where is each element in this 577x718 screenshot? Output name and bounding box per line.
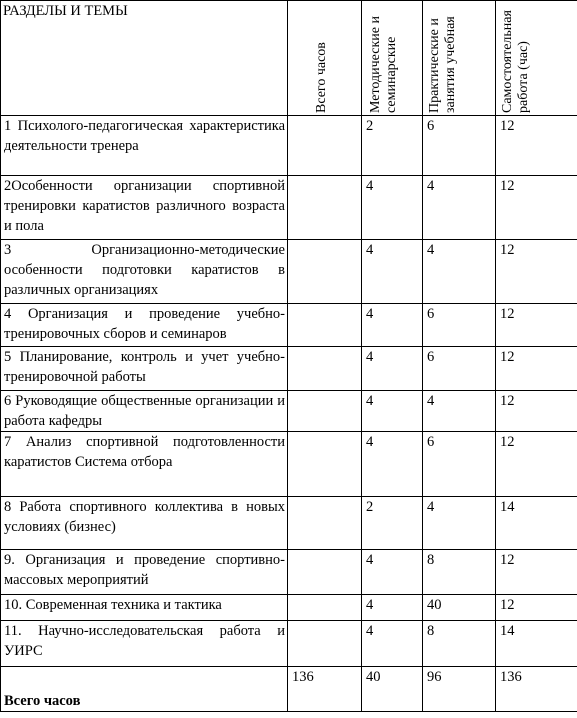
total-cell xyxy=(288,116,362,176)
table-row xyxy=(1,391,577,432)
totals-label-cell xyxy=(1,667,288,712)
totals-practical: 96 xyxy=(423,667,496,712)
practical-cell: 6 xyxy=(423,432,496,497)
topic-cell: 5 Планирование, контроль и учет учебно-тренировочной работы xyxy=(1,347,288,391)
practical-cell: 6 xyxy=(423,347,496,391)
practical-cell: 40 xyxy=(423,595,496,621)
total-cell xyxy=(288,497,362,550)
independent-cell: 12 xyxy=(496,240,577,304)
table-row xyxy=(1,621,577,667)
total-cell xyxy=(288,550,362,595)
total-cell xyxy=(288,347,362,391)
practical-cell: 4 xyxy=(423,391,496,432)
practical-cell: 4 xyxy=(423,240,496,304)
independent-cell: 12 xyxy=(496,347,577,391)
methodical-cell: 4 xyxy=(362,550,423,595)
topic-cell: 6 Руководящие общественные организации и работа кафедры xyxy=(1,391,288,432)
table-row xyxy=(1,347,577,391)
totals-row xyxy=(1,667,577,712)
total-cell xyxy=(288,621,362,667)
independent-cell: 12 xyxy=(496,391,577,432)
table-row xyxy=(1,497,577,550)
independent-cell: 12 xyxy=(496,176,577,240)
methodical-cell: 4 xyxy=(362,304,423,347)
header-row xyxy=(1,1,577,116)
topic-cell: 2Особенности организации спортивной тренировки каратистов различного возраста и пола xyxy=(1,176,288,240)
totals-label: Всего часов xyxy=(4,693,81,709)
methodical-cell: 4 xyxy=(362,391,423,432)
independent-cell: 12 xyxy=(496,432,577,497)
independent-cell: 14 xyxy=(496,621,577,667)
practical-cell: 6 xyxy=(423,304,496,347)
header-total-text: Всего часов xyxy=(314,42,329,113)
totals-independent: 136 xyxy=(496,667,577,712)
independent-cell: 12 xyxy=(496,595,577,621)
practical-cell: 8 xyxy=(423,550,496,595)
practical-cell: 4 xyxy=(423,176,496,240)
methodical-cell: 4 xyxy=(362,432,423,497)
methodical-cell: 4 xyxy=(362,621,423,667)
total-cell xyxy=(288,304,362,347)
methodical-cell: 2 xyxy=(362,116,423,176)
total-cell xyxy=(288,391,362,432)
methodical-cell: 4 xyxy=(362,240,423,304)
topic-cell: 4 Организация и проведение учебно-тренировочных сборов и семинаров xyxy=(1,304,288,347)
table-row xyxy=(1,550,577,595)
total-cell xyxy=(288,595,362,621)
total-cell xyxy=(288,240,362,304)
topic-cell: 1 Психолого-педагогическая характеристика деятельности тренера xyxy=(1,116,288,176)
practical-cell: 6 xyxy=(423,116,496,176)
table-row xyxy=(1,176,577,240)
header-topics: РАЗДЕЛЫ И ТЕМЫ xyxy=(1,1,288,116)
methodical-cell: 4 xyxy=(362,176,423,240)
header-methodical-text: Методические и семинарские xyxy=(368,16,399,113)
header-practical-text: Практические и занятия учебная xyxy=(427,16,458,113)
independent-cell: 12 xyxy=(496,116,577,176)
independent-cell: 12 xyxy=(496,550,577,595)
total-cell xyxy=(288,176,362,240)
practical-cell: 8 xyxy=(423,621,496,667)
topic-cell: 11. Научно-исследовательская работа и УИРС xyxy=(1,621,288,667)
total-cell xyxy=(288,432,362,497)
independent-cell: 12 xyxy=(496,304,577,347)
header-independent xyxy=(496,1,577,116)
methodical-cell: 2 xyxy=(362,497,423,550)
table-row xyxy=(1,240,577,304)
topic-cell: 7 Анализ спортивной подготовленности каратистов Система отбора xyxy=(1,432,288,497)
practical-cell: 4 xyxy=(423,497,496,550)
topic-cell: 10. Современная техника и тактика xyxy=(1,595,288,621)
topic-cell: 8 Работа спортивного коллектива в новых условиях (бизнес) xyxy=(1,497,288,550)
header-independent-text: Самостоятельная работа (час) xyxy=(500,10,531,113)
header-methodical xyxy=(362,1,423,116)
methodical-cell: 4 xyxy=(362,347,423,391)
table-row xyxy=(1,595,577,621)
totals-total: 136 xyxy=(288,667,362,712)
header-total xyxy=(288,1,362,116)
header-practical xyxy=(423,1,496,116)
totals-methodical: 40 xyxy=(362,667,423,712)
independent-cell: 14 xyxy=(496,497,577,550)
table-row xyxy=(1,432,577,497)
table-row xyxy=(1,116,577,176)
table-row xyxy=(1,304,577,347)
topic-cell: 9. Организация и проведение спортивно-массовых мероприятий xyxy=(1,550,288,595)
methodical-cell: 4 xyxy=(362,595,423,621)
topic-cell: 3 Организационно-методические особенности подготовки каратистов в различных организациях xyxy=(1,240,288,304)
